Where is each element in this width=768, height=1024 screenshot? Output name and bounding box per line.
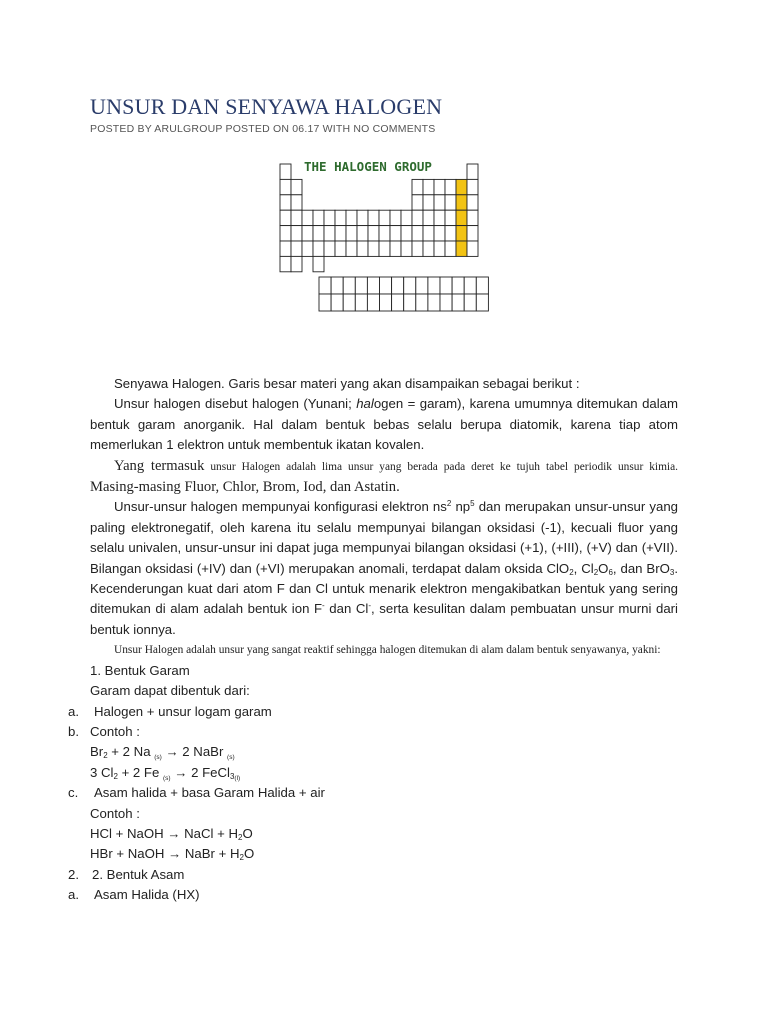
eq-state: (s) [227,754,235,762]
table-cell [390,241,401,256]
equation-3 [90,824,678,844]
table-cell [416,277,428,294]
eq-text: HCl + NaOH → NaCl + H [90,825,239,841]
table-cell [367,277,379,294]
paragraph-definition [90,394,678,455]
table-cell [434,210,445,225]
table-cell [445,210,456,225]
table-cell [452,294,464,311]
table-cell [423,195,434,210]
table-cell [357,226,368,241]
table-cell [319,294,331,311]
eq-state: (l) [234,774,241,782]
table-cell [434,179,445,194]
table-cell [467,226,478,241]
table-cell [412,210,423,225]
table-cell [346,241,357,256]
table-cell [404,277,416,294]
eq-state: (s) [163,774,171,782]
eq-text: O [243,846,255,862]
table-cell [467,195,478,210]
p2-text-a: Yang termasuk [114,457,205,474]
table-cell [467,241,478,256]
p2-text-b: unsur Halogen adalah lima unsur yang berada pada deret ke tujuh tabel periodik unsur kimia. [204,460,679,473]
table-cell [280,226,291,241]
table-cell [380,294,392,311]
p3-text: , Cl [573,560,594,576]
list-item-c-text: Asam halida + basa Garam Halida + air [94,785,325,801]
table-cell [423,210,434,225]
table-cell [434,226,445,241]
p3-text: Unsur-unsur halogen mempunyai konfigurasi elektron ns [114,499,447,515]
list-item-b [68,722,678,742]
section-1-subtext: Garam dapat dibentuk dari: [90,683,250,699]
p1-text-b: ogen = garam), karena umumnya ditemukan dalam bentuk garam anorganik. Hal dalam bentuk bebas selalu berupa diatomik, karena tiap atom memerlukan 1 elektron untuk membentuk ikatan kovalen. [90,396,678,453]
table-cell [379,241,390,256]
eq-text: O [242,825,253,841]
list-item-a [68,702,678,722]
contoh-label: Contoh : [90,805,140,821]
table-cell [280,164,291,179]
table-cell [428,277,440,294]
table-cell [291,226,302,241]
halogen-cell [456,210,467,225]
table-cell [291,179,302,194]
table-cell [280,241,291,256]
table-cell [392,294,404,311]
section-2-heading [68,865,678,885]
table-cell [343,277,355,294]
paragraph-reactivity: Unsur Halogen adalah unsur yang sangat reaktif sehingga halogen ditemukan di alam dalam bentuk senyawanya, yakni: [114,644,661,657]
p3-sup: 5 [470,499,475,509]
section-2-text: 2. Bentuk Asam [92,866,185,882]
p3-sup: - [322,601,325,611]
eq-sub: 2 [238,832,243,842]
table-cell [368,210,379,225]
table-cell [434,241,445,256]
table-cell [423,241,434,256]
table-cell [319,277,331,294]
table-cell [357,241,368,256]
table-cell [412,195,423,210]
article-body [68,374,679,906]
p2-text-c: Masing-masing Fluor, Chlor, Brom, Iod, dan Astatin. [90,479,400,496]
eq-text: Br [90,744,104,760]
table-cell [412,179,423,194]
table-cell [368,241,379,256]
equation-1 [90,742,678,762]
eq-text: + 2 Fe [117,764,163,780]
table-cell [324,210,335,225]
table-cell [313,241,324,256]
table-cell [280,195,291,210]
table-cell [467,210,478,225]
table-cell [346,210,357,225]
table-cell [434,195,445,210]
table-cell [313,226,324,241]
table-cell [355,294,367,311]
table-cell [401,226,412,241]
eq-sub: 2 [103,751,108,761]
intro-text: Senyawa Halogen. Garis besar materi yang akan disampaikan sebagai berikut : [114,376,580,391]
table-cell [367,294,379,311]
eq-text: HBr + NaOH → NaBr + H [90,846,240,862]
list-item-a-text: Halogen + unsur logam garam [94,703,272,719]
table-cell [291,256,302,271]
table-cell [467,179,478,194]
table-cell [412,241,423,256]
eq-text: 3 Cl [90,764,114,780]
halogen-cell [456,179,467,194]
p3-text: dan merupakan unsur-unsur yang paling elektronegatif, oleh karena itu selalu mempunyai bilangan oksidasi (-1), kecuali fluor yang selalu univalen, unsur-unsur ini dapat juga mempunyai bilangan oksidasi (+1), (+III), (+V) dan (+VII). Bilangan oksidasi (+IV) dan (+VI) merupakan anomali, terdapat dalam oksida ClO [90,499,678,576]
figure-title: THE HALOGEN GROUP [304,159,432,174]
p3-sub: 2 [569,567,574,577]
table-cell [423,179,434,194]
table-cell [401,210,412,225]
list-marker: a. [68,887,79,903]
table-cell [291,195,302,210]
table-cell [280,179,291,194]
table-cell [355,277,367,294]
list-marker: b. [68,723,79,739]
table-cell [280,256,291,271]
intro-paragraph [90,374,678,394]
p3-text: np [451,499,471,515]
p3-sup: 2 [446,499,452,509]
table-cell [440,294,452,311]
p3-text: dan Cl [324,601,369,617]
eq-sub: 3 [229,771,235,781]
table-cell [331,277,343,294]
p1-text-a: Unsur halogen disebut halogen (Yunani; [114,396,357,412]
list-marker: 2. [68,866,79,882]
list-item-c [68,783,678,803]
table-cell [423,226,434,241]
table-cell [390,210,401,225]
table-cell [380,277,392,294]
section-1-heading: 1. Bentuk Garam [90,662,190,678]
table-cell [335,241,346,256]
table-cell [302,210,313,225]
table-cell [368,226,379,241]
table-cell [476,294,488,311]
p3-sup: - [368,601,372,611]
table-cell [467,164,478,179]
post-meta: POSTED BY ARULGROUP POSTED ON 06.17 WITH NO COMMENTS [90,123,436,135]
table-cell [343,294,355,311]
table-cell [445,179,456,194]
table-cell [416,294,428,311]
eq-sub: 2 [239,853,244,863]
p3-sub: 6 [608,567,613,577]
table-cell [445,241,456,256]
p3-sub: 3 [669,567,675,577]
p3-text: , serta kesulitan dalam pembuatan unsur murni dari bentuk ionnya. [90,601,678,637]
table-cell [401,241,412,256]
table-cell [464,294,476,311]
table-cell [452,277,464,294]
eq-text: + 2 Na [107,744,155,760]
table-cell [445,195,456,210]
table-cell [379,226,390,241]
table-cell [445,226,456,241]
paragraph-configuration [90,497,678,640]
table-cell [357,210,368,225]
table-cell [302,241,313,256]
p1-italic-hal: hal [356,396,374,412]
table-cell [291,241,302,256]
table-cell [313,210,324,225]
table-cell [390,226,401,241]
table-cell [392,277,404,294]
list-marker: c. [68,785,79,801]
table-cell [440,277,452,294]
p3-text: , dan BrO [612,560,670,576]
equation-2 [90,763,678,783]
table-cell [476,277,488,294]
table-cell [346,226,357,241]
table-cell [428,294,440,311]
p3-text: . Kecenderungan kuat dari atom F dan Cl untuk menarik elektron mengakibatkan bentuk yang sering ditemukan di alam adalah bentuk ion F [90,560,679,617]
table-cell [324,241,335,256]
halogen-cell [456,195,467,210]
equation-4 [90,844,678,864]
eq-sub: 2 [113,771,118,781]
eq-text: → 2 FeCl [170,764,230,780]
table-cell [324,226,335,241]
table-cell [302,226,313,241]
paragraph-members [90,456,678,498]
halogen-periodic-table-figure [278,156,494,318]
table-cell [379,210,390,225]
table-cell [412,226,423,241]
list-item-2a-text: Asam Halida (HX) [94,887,200,903]
list-item-2a [68,885,678,905]
table-cell [331,294,343,311]
p3-text: O [598,560,609,576]
eq-state: (s) [154,754,162,762]
table-cell [280,210,291,225]
table-cell [335,226,346,241]
table-cell [404,294,416,311]
list-marker: a. [68,703,79,719]
table-cell [464,277,476,294]
table-cell [291,210,302,225]
table-cell [335,210,346,225]
p3-sub: 2 [593,567,599,577]
list-item-b-text: Contoh : [90,723,140,739]
halogen-cell [456,241,467,256]
halogen-cell [456,226,467,241]
page-title: UNSUR DAN SENYAWA HALOGEN [90,94,443,119]
periodic-table-diagram [278,156,494,318]
table-cell [313,256,324,271]
eq-text: → 2 NaBr [161,744,228,760]
